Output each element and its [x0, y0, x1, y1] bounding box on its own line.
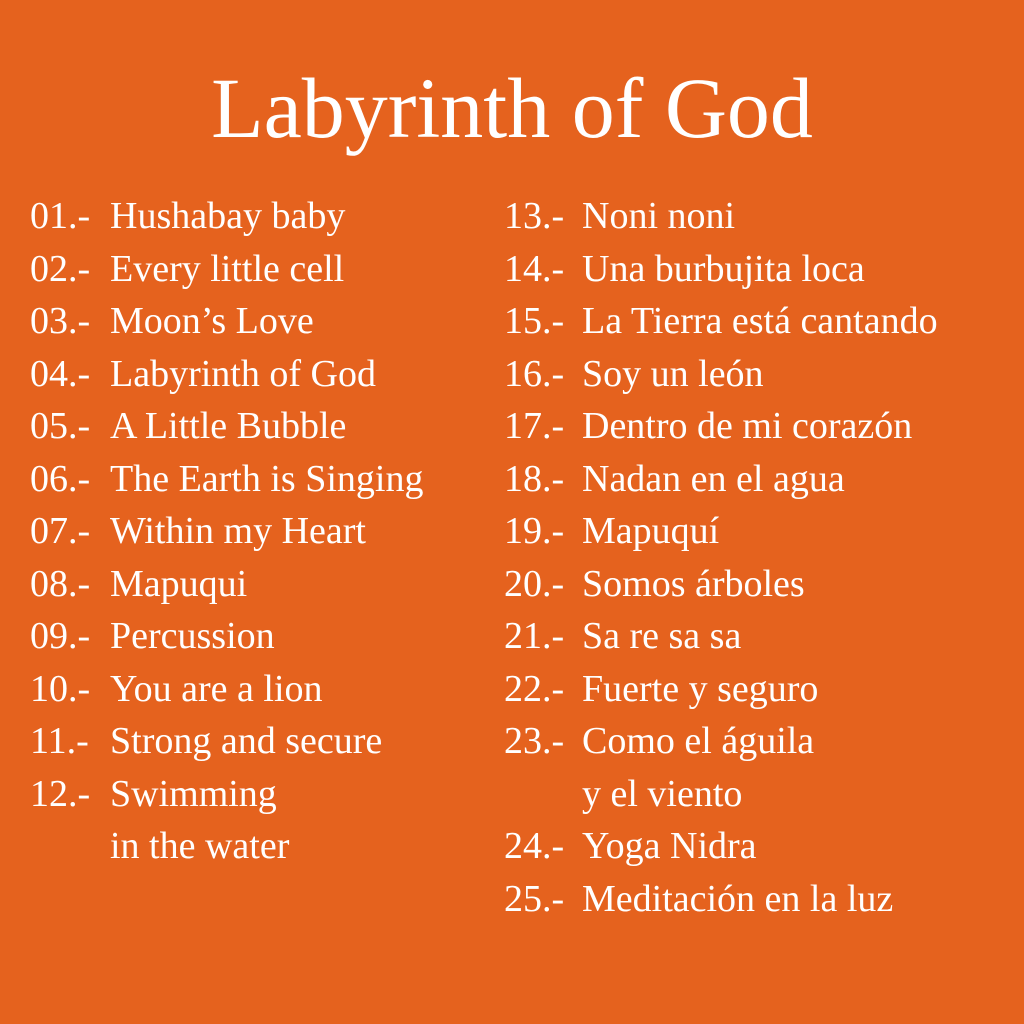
- track-number: 09.-: [30, 615, 91, 657]
- track-number: 23.-: [504, 720, 565, 762]
- track-item: [504, 348, 938, 401]
- track-title: Within my Heart: [110, 510, 366, 552]
- track-number: 21.-: [504, 615, 565, 657]
- track-number: 19.-: [504, 510, 565, 552]
- track-title: Mapuquí: [582, 510, 720, 552]
- track-number: 16.-: [504, 352, 565, 395]
- track-item: [30, 400, 423, 453]
- track-item: [30, 348, 423, 401]
- track-number: 22.-: [504, 667, 565, 710]
- track-item: [30, 558, 423, 611]
- track-item: [30, 715, 423, 768]
- track-number: 10.-: [30, 667, 91, 710]
- track-title: Labyrinth of God: [110, 352, 376, 395]
- track-number: 14.-: [504, 247, 565, 290]
- track-number: 03.-: [30, 300, 91, 342]
- track-item: [30, 505, 423, 558]
- track-number: 24.-: [504, 825, 565, 867]
- track-title: You are a lion: [110, 667, 323, 710]
- track-item: [30, 768, 423, 821]
- track-item: [504, 873, 938, 926]
- track-number: 08.-: [30, 562, 91, 605]
- page-title: Labyrinth of God: [211, 60, 813, 156]
- track-item: [504, 505, 938, 558]
- track-title: Yoga Nidra: [582, 825, 757, 867]
- track-item: [30, 663, 423, 716]
- track-title: Hushabay baby: [110, 195, 346, 237]
- track-number: 20.-: [504, 562, 565, 605]
- track-item: [30, 295, 423, 348]
- track-number: 25.-: [504, 877, 565, 920]
- track-item: [504, 295, 938, 348]
- track-title: La Tierra está cantando: [582, 300, 938, 342]
- track-item: [504, 663, 938, 716]
- track-number: 12.-: [30, 772, 91, 815]
- track-number: 06.-: [30, 457, 91, 500]
- track-title: Percussion: [110, 615, 275, 657]
- track-title: Noni noni: [582, 195, 736, 237]
- track-title-continuation: in the water: [110, 825, 290, 867]
- track-item: [30, 190, 423, 243]
- track-title: Moon’s Love: [110, 300, 314, 342]
- track-title: Mapuqui: [110, 562, 248, 605]
- track-item: [504, 820, 938, 873]
- track-item: [30, 610, 423, 663]
- track-title: Every little cell: [110, 247, 345, 290]
- track-title: Como el águila: [582, 720, 815, 762]
- track-item: [504, 715, 938, 768]
- track-item: [504, 453, 938, 506]
- track-number: 02.-: [30, 247, 91, 290]
- track-title: The Earth is Singing: [110, 457, 424, 500]
- tracklist-left-column: [30, 190, 423, 873]
- track-continuation: [504, 768, 938, 821]
- track-number: 18.-: [504, 457, 565, 500]
- track-item: [504, 558, 938, 611]
- track-number: 13.-: [504, 195, 565, 237]
- track-item: [504, 400, 938, 453]
- track-number: 04.-: [30, 352, 91, 395]
- track-title: Dentro de mi corazón: [582, 405, 913, 447]
- track-item: [504, 243, 938, 296]
- track-item: [504, 610, 938, 663]
- track-continuation: [30, 820, 423, 873]
- track-item: [504, 190, 938, 243]
- tracklist-right-column: [504, 190, 938, 925]
- track-title-continuation: y el viento: [582, 772, 743, 815]
- track-title: A Little Bubble: [110, 405, 347, 447]
- track-title: Swimming: [110, 772, 277, 815]
- track-title: Nadan en el agua: [582, 457, 845, 500]
- track-title: Sa re sa sa: [582, 615, 742, 657]
- track-number: 11.-: [30, 720, 89, 762]
- track-item: [30, 243, 423, 296]
- track-number: 05.-: [30, 405, 91, 447]
- track-number: 07.-: [30, 510, 91, 552]
- track-number: 17.-: [504, 405, 565, 447]
- track-number: 01.-: [30, 195, 91, 237]
- track-title: Fuerte y seguro: [582, 667, 819, 710]
- track-number: 15.-: [504, 300, 565, 342]
- track-title: Strong and secure: [110, 720, 383, 762]
- track-title: Soy un león: [582, 352, 764, 395]
- track-title: Somos árboles: [582, 562, 805, 605]
- track-title: Una burbujita loca: [582, 247, 865, 290]
- track-item: [30, 453, 423, 506]
- track-title: Meditación en la luz: [582, 877, 894, 920]
